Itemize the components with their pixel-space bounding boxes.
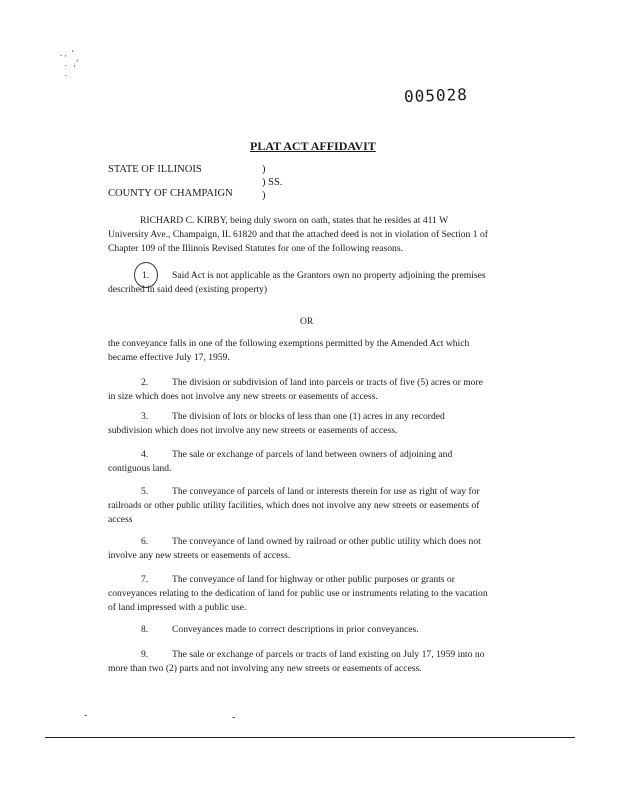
item-6-number: 6. — [141, 536, 149, 547]
item-9-number: 9. — [141, 649, 149, 660]
footer-rule — [45, 737, 575, 738]
item-7-text: The conveyance of land for highway or other public purposes or grants or conveyances relating to the dedication of land for public use or instruments relating to the vacation of land impressed with a public use. — [108, 574, 488, 613]
item-8-text: Conveyances made to correct descriptions in prior conveyances. — [172, 624, 419, 635]
item-6-text: The conveyance of land owned by railroad or other public utility which does not involve any new streets or easements of access. — [108, 536, 481, 561]
item-4-number: 4. — [141, 449, 149, 460]
item-7-number: 7. — [141, 574, 149, 585]
item-2-text: The division or subdivision of land into parcels or tracts of five (5) acres or more in size which does not involve any new streets or easements of access. — [108, 377, 483, 402]
item-2-number: 2. — [141, 377, 149, 388]
or-separator: OR — [300, 316, 314, 327]
intro-paragraph: RICHARD C. KIRBY, being duly sworn on oath, states that he resides at 411 W University Ave., Champaign, IL 61820 and that the attached deed is not in violation of Section 1 of Chapter 109 of the Illinois Revised Statutes for one of the following reasons. — [108, 215, 488, 254]
item-5-text: The conveyance of parcels of land or interests therein for use as right of way for railroads or other public utility facilities, which does not involve any new streets or easements of access — [108, 486, 480, 525]
item-4-text: The sale or exchange of parcels of land between owners of adjoining and contiguous land. — [108, 449, 453, 474]
item-8-number: 8. — [141, 624, 149, 635]
caption-paren-3: ) — [262, 190, 266, 201]
item-3-text: The division of lots or blocks of less than one (1) acres in any recorded subdivision which does not involve any new streets or easements of access. — [108, 411, 445, 436]
caption-state: STATE OF ILLINOIS — [108, 164, 202, 175]
item-5-number: 5. — [141, 486, 149, 497]
document-title: PLAT ACT AFFIDAVIT — [250, 139, 376, 153]
caption-paren-1: ) — [262, 164, 266, 175]
scan-marks: . , ʻ . ,ʼ . — [60, 48, 79, 78]
item-1-text: Said Act is not applicable as the Grantors own no property adjoining the premises described in said deed (existing property) — [108, 270, 486, 295]
caption-county: COUNTY OF CHAMPAIGN — [108, 188, 233, 199]
document-number: 005028 — [403, 84, 469, 107]
footer-mark-right: - — [232, 712, 236, 723]
conveyance-intro: the conveyance falls in one of the following exemptions permitted by the Amended Act which became effective July 17, 1959. — [108, 338, 470, 363]
item-3-number: 3. — [141, 411, 149, 422]
footer-mark-left: - — [84, 710, 88, 721]
caption-ss: ) SS. — [262, 177, 283, 188]
item-9-text: The sale or exchange of parcels or tracts of land existing on July 17, 1959 into no more than two (2) parts and not involving any new streets or easements of access. — [108, 649, 485, 674]
item-1-number: 1. — [142, 270, 150, 281]
